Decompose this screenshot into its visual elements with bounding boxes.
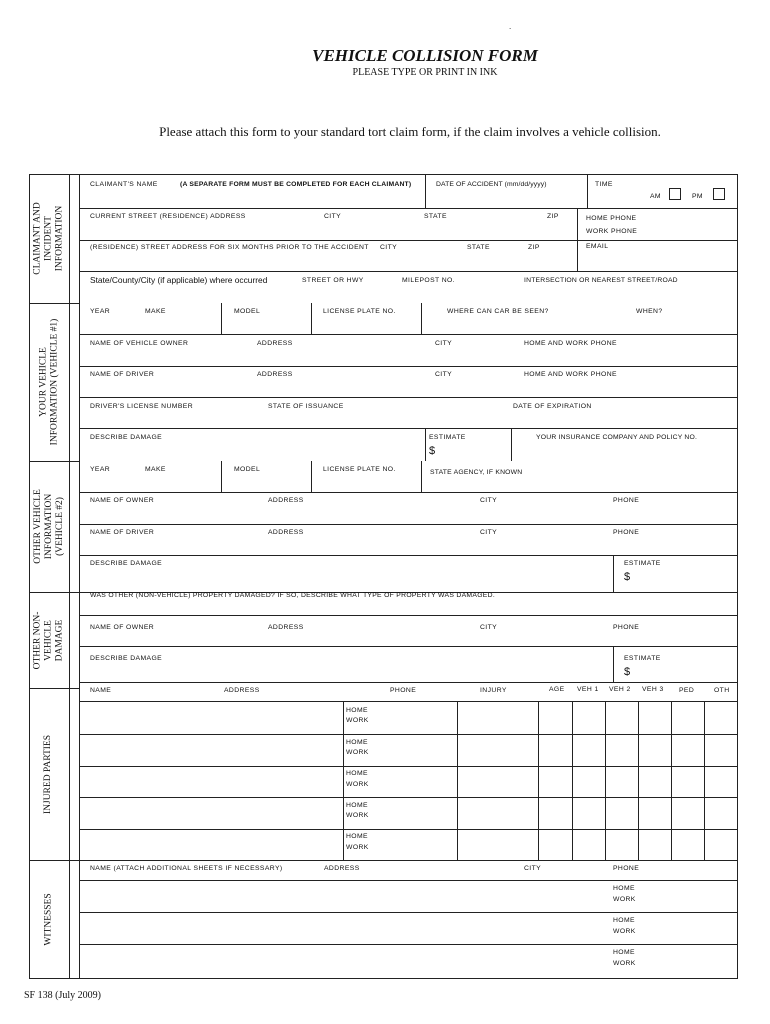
col-age: AGE bbox=[549, 686, 565, 693]
home-phone-field[interactable]: HOME PHONE bbox=[586, 215, 637, 222]
top-mark: . bbox=[509, 22, 512, 31]
form-title: VEHICLE COLLISION FORM bbox=[312, 46, 538, 65]
v2-estimate-dollar[interactable]: $ bbox=[624, 571, 631, 583]
v2-year-field[interactable]: YEAR bbox=[90, 466, 111, 473]
home-label: HOME bbox=[613, 949, 635, 956]
v2-agency-field[interactable]: STATE AGENCY, IF KNOWN bbox=[430, 469, 523, 476]
home-label: HOME bbox=[346, 833, 368, 840]
section-label: CLAIMANT AND INCIDENT INFORMATION bbox=[32, 202, 65, 275]
v2-damage-field[interactable]: DESCRIBE DAMAGE bbox=[90, 560, 163, 567]
v2-driver-address-field[interactable]: ADDRESS bbox=[268, 529, 304, 536]
work-label: WORK bbox=[346, 717, 369, 724]
divider bbox=[29, 174, 738, 175]
col-ped: PED bbox=[679, 687, 695, 694]
state-field[interactable]: STATE bbox=[424, 213, 447, 220]
section-injured bbox=[29, 688, 69, 860]
v2-owner-address-field[interactable]: ADDRESS bbox=[268, 497, 304, 504]
divider bbox=[79, 797, 738, 798]
col-name: NAME bbox=[90, 687, 112, 694]
divider bbox=[29, 978, 738, 979]
accident-date-field[interactable]: DATE OF ACCIDENT (mm/dd/yyyy) bbox=[436, 181, 547, 188]
divider bbox=[69, 174, 70, 979]
section-your-vehicle bbox=[29, 303, 69, 461]
pm-checkbox[interactable] bbox=[713, 188, 725, 200]
attach-instruction: Please attach this form to your standard tort claim form, if the claim involves a vehicle collision. bbox=[159, 124, 661, 139]
form-number: SF 138 (July 2009) bbox=[24, 990, 101, 1001]
od-estimate-dollar[interactable]: $ bbox=[624, 666, 631, 678]
prior-city-field[interactable]: CITY bbox=[380, 244, 398, 251]
witness-name-header: NAME (ATTACH ADDITIONAL SHEETS IF NECESSARY) bbox=[90, 865, 283, 872]
v2-owner-phone-field[interactable]: PHONE bbox=[613, 497, 640, 504]
divider bbox=[457, 701, 458, 860]
divider bbox=[704, 701, 705, 860]
home-label: HOME bbox=[346, 802, 368, 809]
prior-state-field[interactable]: STATE bbox=[467, 244, 490, 251]
divider bbox=[79, 428, 738, 429]
section-witnesses bbox=[29, 860, 69, 978]
current-address-field[interactable]: CURRENT STREET (RESIDENCE) ADDRESS bbox=[90, 213, 246, 220]
divider bbox=[613, 555, 614, 592]
witness-city-header: CITY bbox=[524, 865, 542, 872]
divider bbox=[79, 860, 738, 861]
where-occurred-field[interactable]: State/County/City (if applicable) where occurred bbox=[90, 275, 268, 285]
divider bbox=[587, 174, 588, 208]
divider bbox=[221, 303, 222, 334]
divider bbox=[79, 334, 738, 335]
divider bbox=[638, 701, 639, 860]
work-label: WORK bbox=[346, 781, 369, 788]
col-injury: INJURY bbox=[480, 687, 507, 694]
work-label: WORK bbox=[346, 812, 369, 819]
divider bbox=[79, 271, 738, 272]
v2-driver-field[interactable]: NAME OF DRIVER bbox=[90, 529, 155, 536]
divider bbox=[311, 461, 312, 492]
od-address-field[interactable]: ADDRESS bbox=[268, 624, 304, 631]
license-number-field[interactable]: DRIVER'S LICENSE NUMBER bbox=[90, 403, 194, 410]
divider bbox=[79, 944, 738, 945]
work-label: WORK bbox=[613, 960, 636, 967]
work-label: WORK bbox=[613, 928, 636, 935]
divider bbox=[79, 880, 738, 881]
v2-license-plate-field[interactable]: LICENSE PLATE NO. bbox=[323, 466, 396, 473]
divider bbox=[425, 428, 426, 461]
col-phone: PHONE bbox=[390, 687, 417, 694]
email-field[interactable]: EMAIL bbox=[586, 243, 609, 250]
od-owner-field[interactable]: NAME OF OWNER bbox=[90, 624, 155, 631]
v2-driver-phone-field[interactable]: PHONE bbox=[613, 529, 640, 536]
divider bbox=[79, 829, 738, 830]
driver-address-field[interactable]: ADDRESS bbox=[257, 371, 293, 378]
home-label: HOME bbox=[346, 707, 368, 714]
divider bbox=[79, 701, 738, 702]
divider bbox=[79, 397, 738, 398]
col-veh2: VEH 2 bbox=[609, 686, 631, 693]
divider bbox=[79, 208, 738, 209]
section-claimant bbox=[29, 174, 69, 303]
section-label: OTHER NON- VEHICLE DAMAGE bbox=[32, 611, 65, 669]
v2-estimate-label: ESTIMATE bbox=[624, 560, 661, 567]
col-address: ADDRESS bbox=[224, 687, 260, 694]
divider bbox=[79, 366, 738, 367]
divider bbox=[671, 701, 672, 860]
driver-phone-field[interactable]: HOME AND WORK PHONE bbox=[524, 371, 617, 378]
divider bbox=[737, 174, 738, 979]
home-label: HOME bbox=[346, 770, 368, 777]
city-field[interactable]: CITY bbox=[324, 213, 342, 220]
witness-phone-header: PHONE bbox=[613, 865, 640, 872]
divider bbox=[511, 428, 512, 461]
work-label: WORK bbox=[346, 844, 369, 851]
section-other-damage bbox=[29, 592, 69, 688]
divider bbox=[79, 766, 738, 767]
col-veh1: VEH 1 bbox=[577, 686, 599, 693]
section-label: WITNESSES bbox=[43, 892, 54, 946]
section-label: INJURED PARTIES bbox=[43, 734, 54, 814]
section-label: OTHER VEHICLE INFORMATION (VEHICLE #2) bbox=[32, 489, 65, 564]
separate-form-note: (A SEPARATE FORM MUST BE COMPLETED FOR EACH CLAIMANT) bbox=[180, 181, 412, 188]
owner-address-field[interactable]: ADDRESS bbox=[257, 340, 293, 347]
home-label: HOME bbox=[346, 739, 368, 746]
section-label: YOUR VEHICLE INFORMATION (VEHICLE #1) bbox=[38, 318, 59, 446]
form-subtitle: PLEASE TYPE OR PRINT IN INK bbox=[352, 67, 498, 78]
col-oth: OTH bbox=[714, 687, 730, 694]
expiration-field[interactable]: DATE OF EXPIRATION bbox=[513, 403, 592, 410]
street-hwy-field[interactable]: STREET OR HWY bbox=[302, 277, 364, 284]
divider bbox=[613, 646, 614, 682]
divider bbox=[221, 461, 222, 492]
license-plate-field[interactable]: LICENSE PLATE NO. bbox=[323, 308, 396, 315]
home-label: HOME bbox=[613, 917, 635, 924]
where-seen-field[interactable]: WHERE CAN CAR BE SEEN? bbox=[447, 308, 549, 315]
section-other-vehicle bbox=[29, 461, 69, 592]
vehicle-owner-field[interactable]: NAME OF VEHICLE OWNER bbox=[90, 340, 189, 347]
divider bbox=[79, 555, 738, 556]
od-phone-field[interactable]: PHONE bbox=[613, 624, 640, 631]
col-veh3: VEH 3 bbox=[642, 686, 664, 693]
divider bbox=[79, 615, 738, 616]
driver-city-field[interactable]: CITY bbox=[435, 371, 453, 378]
work-label: WORK bbox=[613, 896, 636, 903]
year-field[interactable]: YEAR bbox=[90, 308, 111, 315]
am-label: AM bbox=[650, 193, 661, 200]
divider bbox=[421, 461, 422, 492]
insurance-field[interactable]: YOUR INSURANCE COMPANY AND POLICY NO. bbox=[536, 434, 698, 441]
divider bbox=[79, 240, 738, 241]
divider bbox=[79, 174, 80, 979]
od-damage-field[interactable]: DESCRIBE DAMAGE bbox=[90, 655, 163, 662]
home-label: HOME bbox=[613, 885, 635, 892]
od-city-field[interactable]: CITY bbox=[480, 624, 498, 631]
work-phone-field[interactable]: WORK PHONE bbox=[586, 228, 638, 235]
divider bbox=[79, 912, 738, 913]
pm-label: PM bbox=[692, 193, 703, 200]
od-estimate-label: ESTIMATE bbox=[624, 655, 661, 662]
v2-make-field[interactable]: MAKE bbox=[145, 466, 166, 473]
divider bbox=[79, 734, 738, 735]
milepost-field[interactable]: MILEPOST NO. bbox=[402, 277, 456, 284]
work-label: WORK bbox=[346, 749, 369, 756]
divider bbox=[605, 701, 606, 860]
divider bbox=[343, 701, 344, 860]
zip-field[interactable]: ZIP bbox=[547, 213, 559, 220]
non-vehicle-damage-question[interactable]: WAS OTHER (NON-VEHICLE) PROPERTY DAMAGED? IF SO, DESCRIBE WHAT TYPE OF PROPERTY WAS DAMAGED. bbox=[90, 592, 496, 599]
prior-zip-field[interactable]: ZIP bbox=[528, 244, 540, 251]
make-field[interactable]: MAKE bbox=[145, 308, 166, 315]
divider bbox=[79, 682, 738, 683]
claimant-name-field[interactable]: CLAIMANT'S NAME bbox=[90, 181, 158, 188]
estimate-dollar[interactable]: $ bbox=[429, 445, 436, 457]
owner-phone-field[interactable]: HOME AND WORK PHONE bbox=[524, 340, 617, 347]
divider bbox=[421, 303, 422, 334]
divider bbox=[79, 646, 738, 647]
v2-driver-city-field[interactable]: CITY bbox=[480, 529, 498, 536]
divider bbox=[79, 492, 738, 493]
divider bbox=[572, 701, 573, 860]
divider bbox=[311, 303, 312, 334]
v2-model-field[interactable]: MODEL bbox=[234, 466, 261, 473]
divider bbox=[425, 174, 426, 208]
when-field[interactable]: WHEN? bbox=[636, 308, 663, 315]
am-checkbox[interactable] bbox=[669, 188, 681, 200]
driver-name-field[interactable]: NAME OF DRIVER bbox=[90, 371, 155, 378]
v2-owner-city-field[interactable]: CITY bbox=[480, 497, 498, 504]
model-field[interactable]: MODEL bbox=[234, 308, 261, 315]
witness-address-header: ADDRESS bbox=[324, 865, 360, 872]
estimate-label: ESTIMATE bbox=[429, 434, 466, 441]
divider bbox=[79, 524, 738, 525]
divider bbox=[577, 208, 578, 271]
prior-address-field[interactable]: (RESIDENCE) STREET ADDRESS FOR SIX MONTHS PRIOR TO THE ACCIDENT bbox=[90, 244, 369, 251]
v2-owner-field[interactable]: NAME OF OWNER bbox=[90, 497, 155, 504]
state-issuance-field[interactable]: STATE OF ISSUANCE bbox=[268, 403, 344, 410]
damage-field[interactable]: DESCRIBE DAMAGE bbox=[90, 434, 163, 441]
time-field[interactable]: TIME bbox=[595, 181, 613, 188]
divider bbox=[538, 701, 539, 860]
owner-city-field[interactable]: CITY bbox=[435, 340, 453, 347]
intersection-field[interactable]: INTERSECTION OR NEAREST STREET/ROAD bbox=[524, 277, 678, 284]
